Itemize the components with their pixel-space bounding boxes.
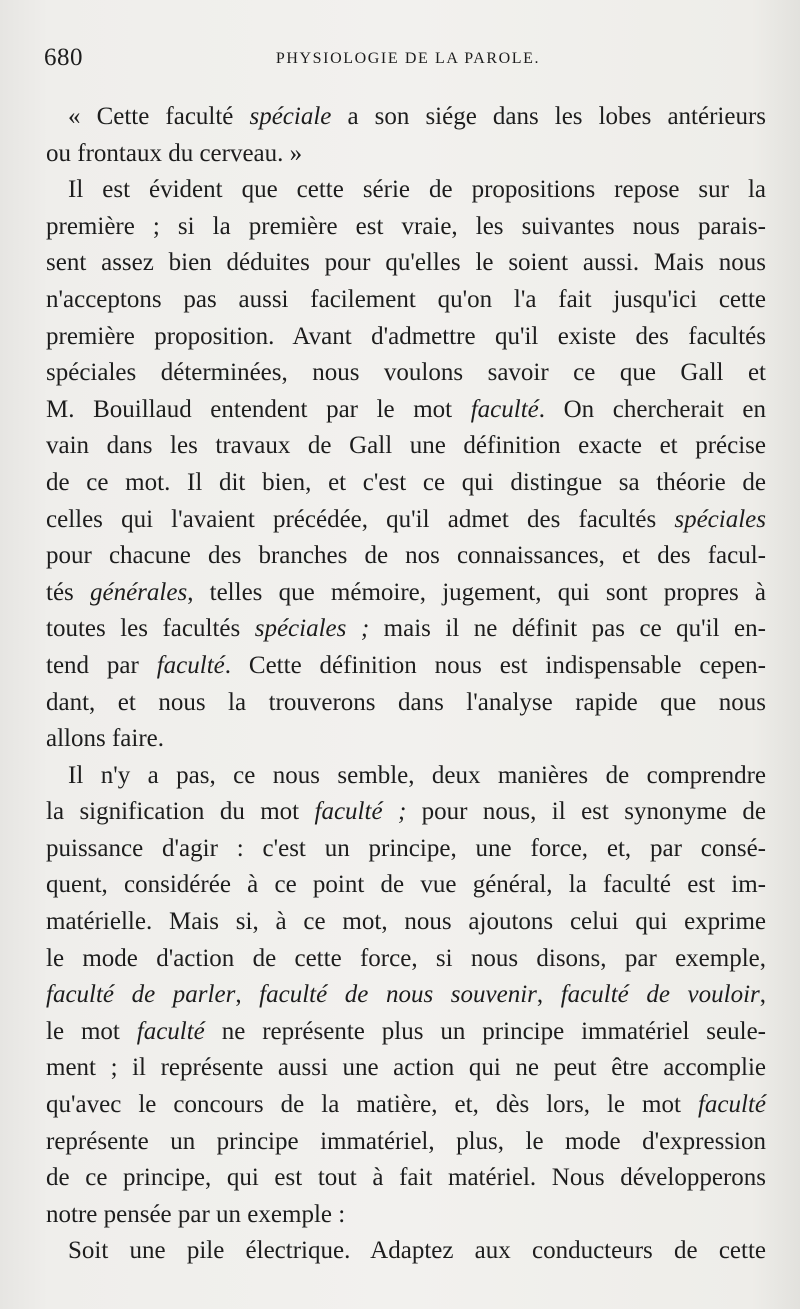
text-segment: , (536, 981, 561, 1009)
italic-text: faculté ; (314, 798, 407, 826)
text-line (46, 977, 766, 1014)
text-line (46, 502, 766, 539)
text-line (46, 941, 766, 978)
text-line (46, 465, 766, 502)
italic-text: faculté de vouloir (560, 981, 760, 1009)
text-segment: Il n'y a pas, ce nous semble, deux manières de comprendre (68, 761, 766, 789)
italic-text: faculté de nous souvenir (259, 981, 537, 1009)
text-segment: tés (46, 578, 90, 606)
text-segment: pour nous, il est synonyme de (406, 798, 767, 826)
text-line (46, 538, 766, 575)
text-line (46, 794, 766, 831)
text-segment: Il est évident que cette série de propositions repose sur la (68, 176, 766, 204)
text-line (46, 136, 766, 173)
text-segment: matérielle. Mais si, à ce mot, nous ajoutons celui qui exprime (46, 908, 766, 936)
text-line (46, 1124, 766, 1161)
text-segment: sent assez bien déduites pour qu'elles le soient aussi. Mais nous (46, 249, 766, 277)
italic-text: faculté de parler (46, 981, 236, 1009)
text-segment: le mot (46, 1017, 137, 1045)
running-title: PHYSIOLOGIE DE LA PAROLE. (275, 50, 541, 67)
text-line (46, 1197, 766, 1234)
text-segment: toutes les facultés (46, 615, 255, 643)
text-segment: . Cette définition nous est indispensable cepen- (224, 651, 766, 679)
text-segment: puissance d'agir : c'est un principe, une force, et, par consé- (46, 834, 766, 862)
text-line (46, 575, 766, 612)
text-segment: dant, et nous la trouverons dans l'analyse rapide que nous (46, 688, 766, 716)
text-segment: représente un principe immatériel, plus, le mode d'expression (46, 1127, 766, 1155)
text-line (46, 867, 766, 904)
text-segment: le mode d'action de cette force, si nous disons, par exemple, (46, 944, 766, 972)
text-line (46, 1050, 766, 1087)
text-segment: première ; si la première est vraie, les suivantes nous parais- (46, 212, 766, 240)
text-segment: quent, considérée à ce point de vue général, la faculté est im- (46, 871, 766, 899)
text-segment: n'acceptons pas aussi facilement qu'on l'a fait jusqu'ici cette (46, 285, 766, 313)
italic-text: spéciale (249, 103, 332, 130)
text-segment: , telles que mémoire, jugement, qui sont propres à (187, 578, 766, 606)
text-segment: , (759, 981, 767, 1009)
italic-text: faculté (156, 651, 225, 679)
text-segment: tend par (46, 651, 157, 679)
text-line (46, 392, 766, 429)
text-segment: a son siége dans les lobes antérieurs (331, 103, 767, 130)
text-line (46, 1014, 766, 1051)
text-line (46, 282, 766, 319)
italic-text: faculté (136, 1017, 205, 1045)
text-line (46, 721, 766, 758)
text-segment: celles qui l'avaient précédée, qu'il admet des facultés (46, 505, 675, 533)
text-segment: première proposition. Avant d'admettre qu'il existe des facultés (46, 322, 766, 350)
italic-text: spéciales (674, 505, 766, 533)
text-segment: la signification du mot (46, 798, 315, 826)
text-line (46, 428, 766, 465)
text-line (46, 611, 766, 648)
body-text (46, 99, 766, 1270)
text-segment: Soit une pile électrique. Adaptez aux conducteurs de cette (68, 1237, 766, 1265)
text-segment: allons faire. (46, 725, 165, 753)
text-segment: . On chercherait en (538, 395, 766, 423)
text-segment: de ce principe, qui est tout à fait matériel. Nous développerons (46, 1164, 766, 1192)
page-number: 680 (44, 44, 83, 71)
text-segment: « Cette faculté (68, 103, 250, 130)
text-line (46, 1233, 766, 1270)
text-segment: , (235, 981, 260, 1009)
text-line (46, 685, 766, 722)
text-line (46, 1160, 766, 1197)
text-segment: ou frontaux du cerveau. » (46, 139, 303, 167)
text-segment: de ce mot. Il dit bien, et c'est ce qui distingue sa théorie de (46, 468, 766, 496)
text-segment: notre pensée par un exemple : (46, 1200, 346, 1228)
text-segment: vain dans les travaux de Gall une définition exacte et précise (46, 432, 766, 460)
italic-text: faculté (470, 395, 539, 423)
italic-text: spéciales ; (254, 615, 370, 643)
text-line (46, 172, 766, 209)
text-line (46, 355, 766, 392)
text-line (46, 831, 766, 868)
text-segment: M. Bouillaud entendent par le mot (46, 395, 471, 423)
italic-text: générales (89, 578, 188, 606)
text-segment: spéciales déterminées, nous voulons savoir ce que Gall et (46, 359, 766, 387)
text-line (46, 245, 766, 282)
text-line (46, 648, 766, 685)
text-line (46, 904, 766, 941)
italic-text: faculté (697, 1091, 766, 1119)
text-segment: ment ; il représente aussi une action qui ne peut être accomplie (46, 1054, 766, 1082)
text-segment: qu'avec le concours de la matière, et, dès lors, le mot (46, 1091, 698, 1119)
text-line (46, 209, 766, 246)
text-segment: ne représente plus un principe immatériel seule- (204, 1017, 766, 1045)
text-line (46, 99, 766, 136)
text-segment: mais il ne définit pas ce qu'il en- (369, 615, 766, 643)
text-segment: pour chacune des branches de nos connaissances, et des facul- (46, 542, 766, 570)
text-line (46, 319, 766, 356)
text-line (46, 1087, 766, 1124)
text-line (46, 758, 766, 795)
